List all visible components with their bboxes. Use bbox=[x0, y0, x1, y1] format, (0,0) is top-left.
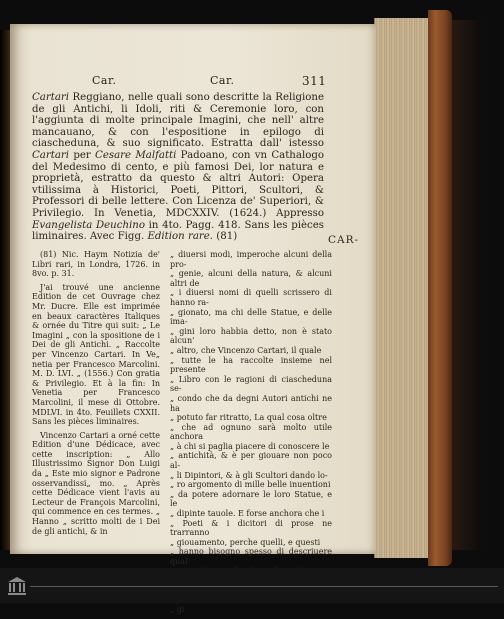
catchword: CAR- bbox=[328, 234, 360, 246]
quoted-passage: „ diuersi modi, imperoche alcuni della pro- „ genie, alcuni della natura, & alcuni altri de „ i diuersi nomi di quelli scrissero di hanno ra- „ gionato, ma chi delle Statue, e delle ima- „ gini loro habbia detto, non è stato alcun' „ altro, che Vincenzo Cartari, il quale „ tutte le ha raccolte insieme nel presente „ Libro con le ragioni di ciascheduna se- „ condo che da degni Autori antichi ne ha „ potuto far ritratto, La qual cosa oltre „ che ad ognuno sarà molto utile anchora „ à chi si paglia piacere di conoscere le „ antichità, & è per giouare non poco al- „ li Dipintori, & à gli Scultori dando lo- „ ro argomento di mille belle inuentioni „ da potere adornare le loro Statue, e le „ dipinte tauole. E forse anchora che i „ Poeti & i dicitori di prose ne trarranno „ giouamento, perche quelli, e questi „ hanno bisogno spesso di descriuere qual- „ gi bbox=[170, 250, 332, 614]
running-head-center: Car. bbox=[210, 74, 235, 87]
bibliographic-entry bbox=[32, 92, 324, 243]
footnote-column-right bbox=[170, 250, 332, 619]
footer-divider bbox=[30, 586, 498, 587]
footnote-ref: (81) bbox=[213, 231, 238, 243]
author-name: Cartari bbox=[32, 92, 70, 103]
footnote-paragraph: Vincenzo Cartari a orné cette Edition d'une Dédicace, avec cette inscription: „ Allo Illustrissimo Signor Don Luigi da „ Este mio signor e Padrone osservandissi„ mo. „ Après cette Dédicace vient l'avis au Lecteur de François Marcolini, qui commence en ces termes. „ Hanno „ scritto molti de i Dei de gli antichi, & in bbox=[32, 430, 160, 536]
footnote-column-left bbox=[32, 250, 160, 540]
book-fore-edge bbox=[374, 18, 429, 558]
entry-text: in 4to. Pagg. 418. Sans les pièces liminaires. Avec Figg. bbox=[32, 219, 324, 243]
footnote: (81) Nic. Haym Notizia de' Libri rari, in Londra, 1726. in 8vo. p. 31. bbox=[32, 250, 160, 279]
author-name: Cartari bbox=[32, 149, 70, 161]
entry-text: Reggiano, nelle quali sono descritte la Religione de gli Antichi, li Idoli, riti & Ceremonie loro, con l'aggiunta di molte principale Imagini, che nell' altre mancauano, & con l'espositione in epilogo di ciascheduna, & suo significato. Estratta dall' istesso bbox=[32, 92, 324, 150]
cover-shadow bbox=[452, 20, 482, 550]
entry-text: per bbox=[69, 149, 96, 161]
entry-text: Padoano, con vn Cathalogo del Medesimo di cento, e più famosi Dei, lor natura e proprietà, estratto da questo & altri Autori: Opera vtilissima à Historici, Poeti, Pittori, Scultori, & Professori di belle lettere. Con Licenza de' Superiori, & Privilegio. In Venetia, MDCXXIV. (1624.) Appresso bbox=[32, 149, 324, 219]
library-logo-icon bbox=[6, 575, 28, 601]
editor-name: Cesare Malfatti bbox=[95, 149, 177, 161]
page-number: 311 bbox=[302, 74, 327, 88]
running-head-left: Car. bbox=[92, 74, 117, 87]
book-cover bbox=[428, 10, 452, 566]
rarity-note: Edition rare. bbox=[147, 231, 214, 243]
footnote-paragraph: J'ai trouvé une ancienne Edition de cet Ouvrage chez Mr. Ducre. Elle est imprimée en beaux caractères Italiques & ornée du Titre qui suit: „ Le Imagini „ con la spositione de i Dei de gli Antichi. „ Raccolte per Vincenzo Cartari. In Ve„ netia per Francesco Marcolini. M. D. LVI. „ (1556.) Con gratia & Privilegio. Et à la fin: In Venetia per Francesco Marcolini, il mese di Ottobre. MDLVI. in 4to. Feuillets CXXII. Sans les pièces liminaires. bbox=[32, 282, 160, 427]
book-page bbox=[10, 24, 376, 614]
printer-name: Evangelista Deuchino bbox=[32, 219, 145, 231]
